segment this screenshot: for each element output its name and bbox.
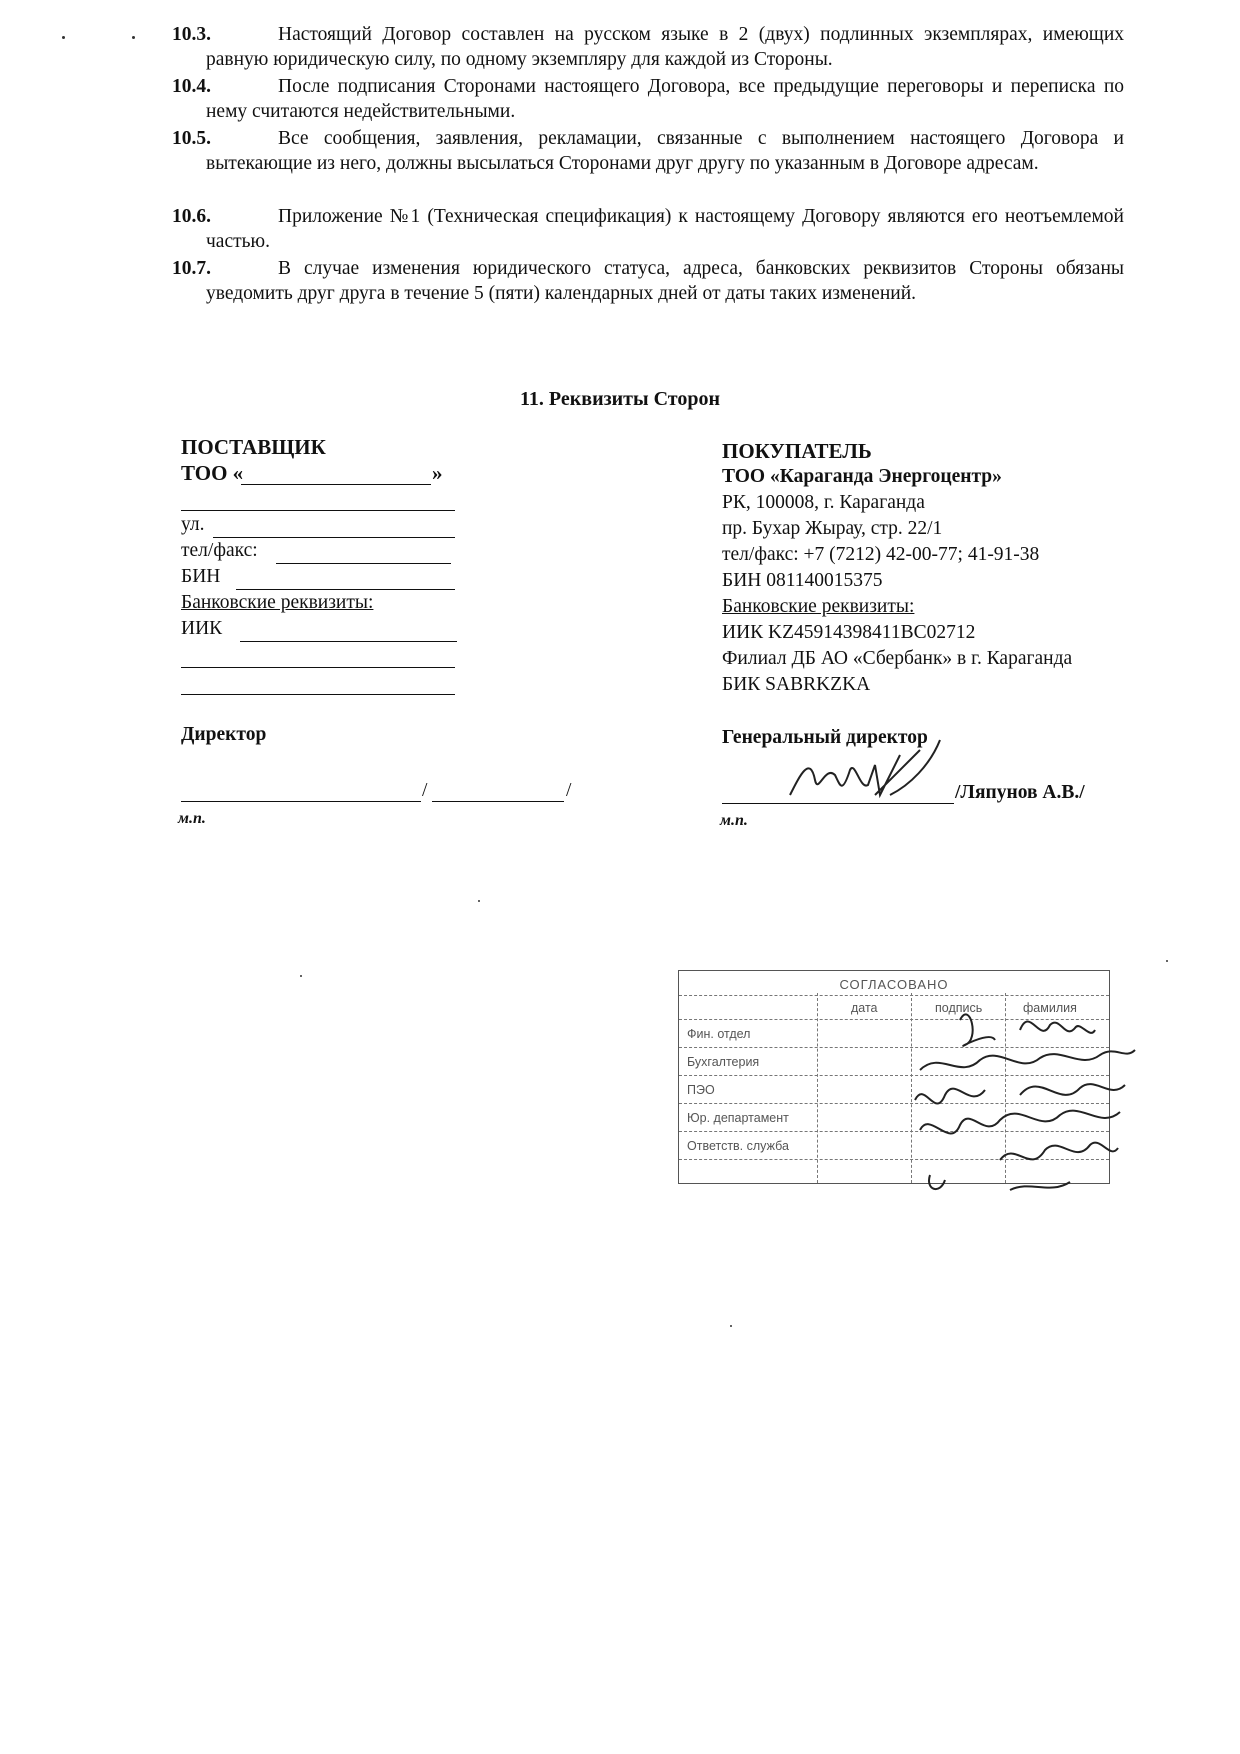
buyer-bik: БИК SABRKZKA [722, 674, 871, 695]
stamp-row-label: Ответств. служба [687, 1139, 789, 1153]
supplier-stamp-place: м.п. [178, 810, 206, 827]
stamp-row-label: ПЭО [687, 1083, 715, 1097]
stamp-row-label: Бухгалтерия [687, 1055, 760, 1069]
clause-10-5 [172, 126, 1124, 176]
supplier-role: ПОСТАВЩИК [181, 435, 326, 459]
clause-text: Приложение №1 (Техническая спецификация) к настоящему Договору являются его неотъемлемой частью. [206, 206, 1124, 252]
supplier-iik-label: ИИК [181, 618, 223, 639]
buyer-iik: ИИК KZ45914398411BC02712 [722, 622, 976, 643]
buyer-bank: Филиал ДБ АО «Сбербанк» в г. Караганда [722, 648, 1073, 669]
buyer-address-1: РК, 100008, г. Караганда [722, 492, 925, 513]
supplier-signature-blank[interactable] [181, 801, 421, 802]
scan-speck [730, 1325, 732, 1327]
stamp-col-date: дата [851, 1001, 878, 1015]
buyer-signature-scribble [780, 735, 960, 815]
scan-speck [132, 36, 135, 39]
stamp-row-label: Фин. отдел [687, 1027, 751, 1041]
clause-text: В случае изменения юридического статуса, адреса, банковских реквизитов Стороны обязаны уведомить друг друга в течение 5 (пяти) календарных дней от даты таких изменений. [206, 258, 1124, 304]
supplier-blank-line[interactable] [181, 510, 455, 511]
clause-number: 10.5. [172, 128, 211, 149]
stamp-col-signature: подпись [935, 1001, 983, 1015]
clause-text: Настоящий Договор составлен на русском языке в 2 (двух) подлинных экземплярах, имеющих равную юридическую силу, по одному экземпляру для каждой из Стороны. [206, 24, 1124, 70]
clause-number: 10.4. [172, 76, 211, 97]
stamp-row-label: Юр. департамент [687, 1111, 789, 1125]
section-title: 11. Реквизиты Сторон [520, 388, 720, 410]
supplier-position: Директор [181, 724, 267, 745]
signature-slash: / [422, 780, 428, 801]
stamp-title: СОГЛАСОВАНО [839, 977, 949, 992]
buyer-signer: /Ляпунов А.В./ [955, 782, 1085, 803]
supplier-street-label: ул. [181, 514, 205, 535]
supplier-bin-label: БИН [181, 566, 221, 587]
buyer-address-2: пр. Бухар Жырау, стр. 22/1 [722, 518, 943, 539]
clause-number: 10.3. [172, 24, 211, 45]
buyer-org: ТОО «Караганда Энергоцентр» [722, 466, 1002, 487]
buyer-bank-label: Банковские реквизиты: [722, 596, 915, 617]
scan-speck [478, 900, 480, 902]
clause-10-6 [172, 204, 1124, 254]
signature-slash: / [566, 780, 572, 801]
supplier-phone-label: тел/факс: [181, 540, 258, 561]
supplier-iik-blank[interactable] [240, 641, 457, 642]
stamp-col-divider [817, 993, 818, 1183]
buyer-stamp-place: м.п. [720, 812, 748, 829]
scan-speck [1166, 960, 1168, 962]
stamp-divider [679, 995, 1109, 996]
buyer-bin: БИН 081140015375 [722, 570, 883, 591]
scan-speck [300, 975, 302, 977]
clause-text: Все сообщения, заявления, рекламации, связанные с выполнением настоящего Договора и вытекающие из него, должны высылаться Сторонами друг другу по указанным в Договоре адресам. [206, 128, 1124, 174]
clause-10-3 [172, 22, 1124, 72]
clause-number: 10.6. [172, 206, 211, 227]
clause-text: После подписания Сторонами настоящего Договора, все предыдущие переговоры и переписка по нему считаются недействительными. [206, 76, 1124, 122]
scan-speck [62, 36, 65, 39]
clause-10-4 [172, 74, 1124, 124]
supplier-org-suffix: » [432, 461, 443, 485]
buyer-role: ПОКУПАТЕЛЬ [722, 439, 872, 463]
supplier-org-blank[interactable] [241, 484, 431, 485]
supplier-name-blank[interactable] [432, 801, 564, 802]
supplier-bank-blank-1[interactable] [181, 667, 455, 668]
supplier-bank-label: Банковские реквизиты: [181, 592, 374, 613]
clause-10-7 [172, 256, 1124, 306]
buyer-phone: тел/факс: +7 (7212) 42-00-77; 41-91-38 [722, 544, 1040, 565]
approval-signatures-scribble [900, 1000, 1140, 1200]
buyer-position: Генеральный директор [722, 727, 928, 748]
supplier-bank-blank-2[interactable] [181, 694, 455, 695]
supplier-phone-blank[interactable] [276, 563, 451, 564]
clause-number: 10.7. [172, 258, 211, 279]
stamp-col-surname: фамилия [1023, 1001, 1077, 1015]
supplier-org-prefix: ТОО « [181, 461, 244, 485]
